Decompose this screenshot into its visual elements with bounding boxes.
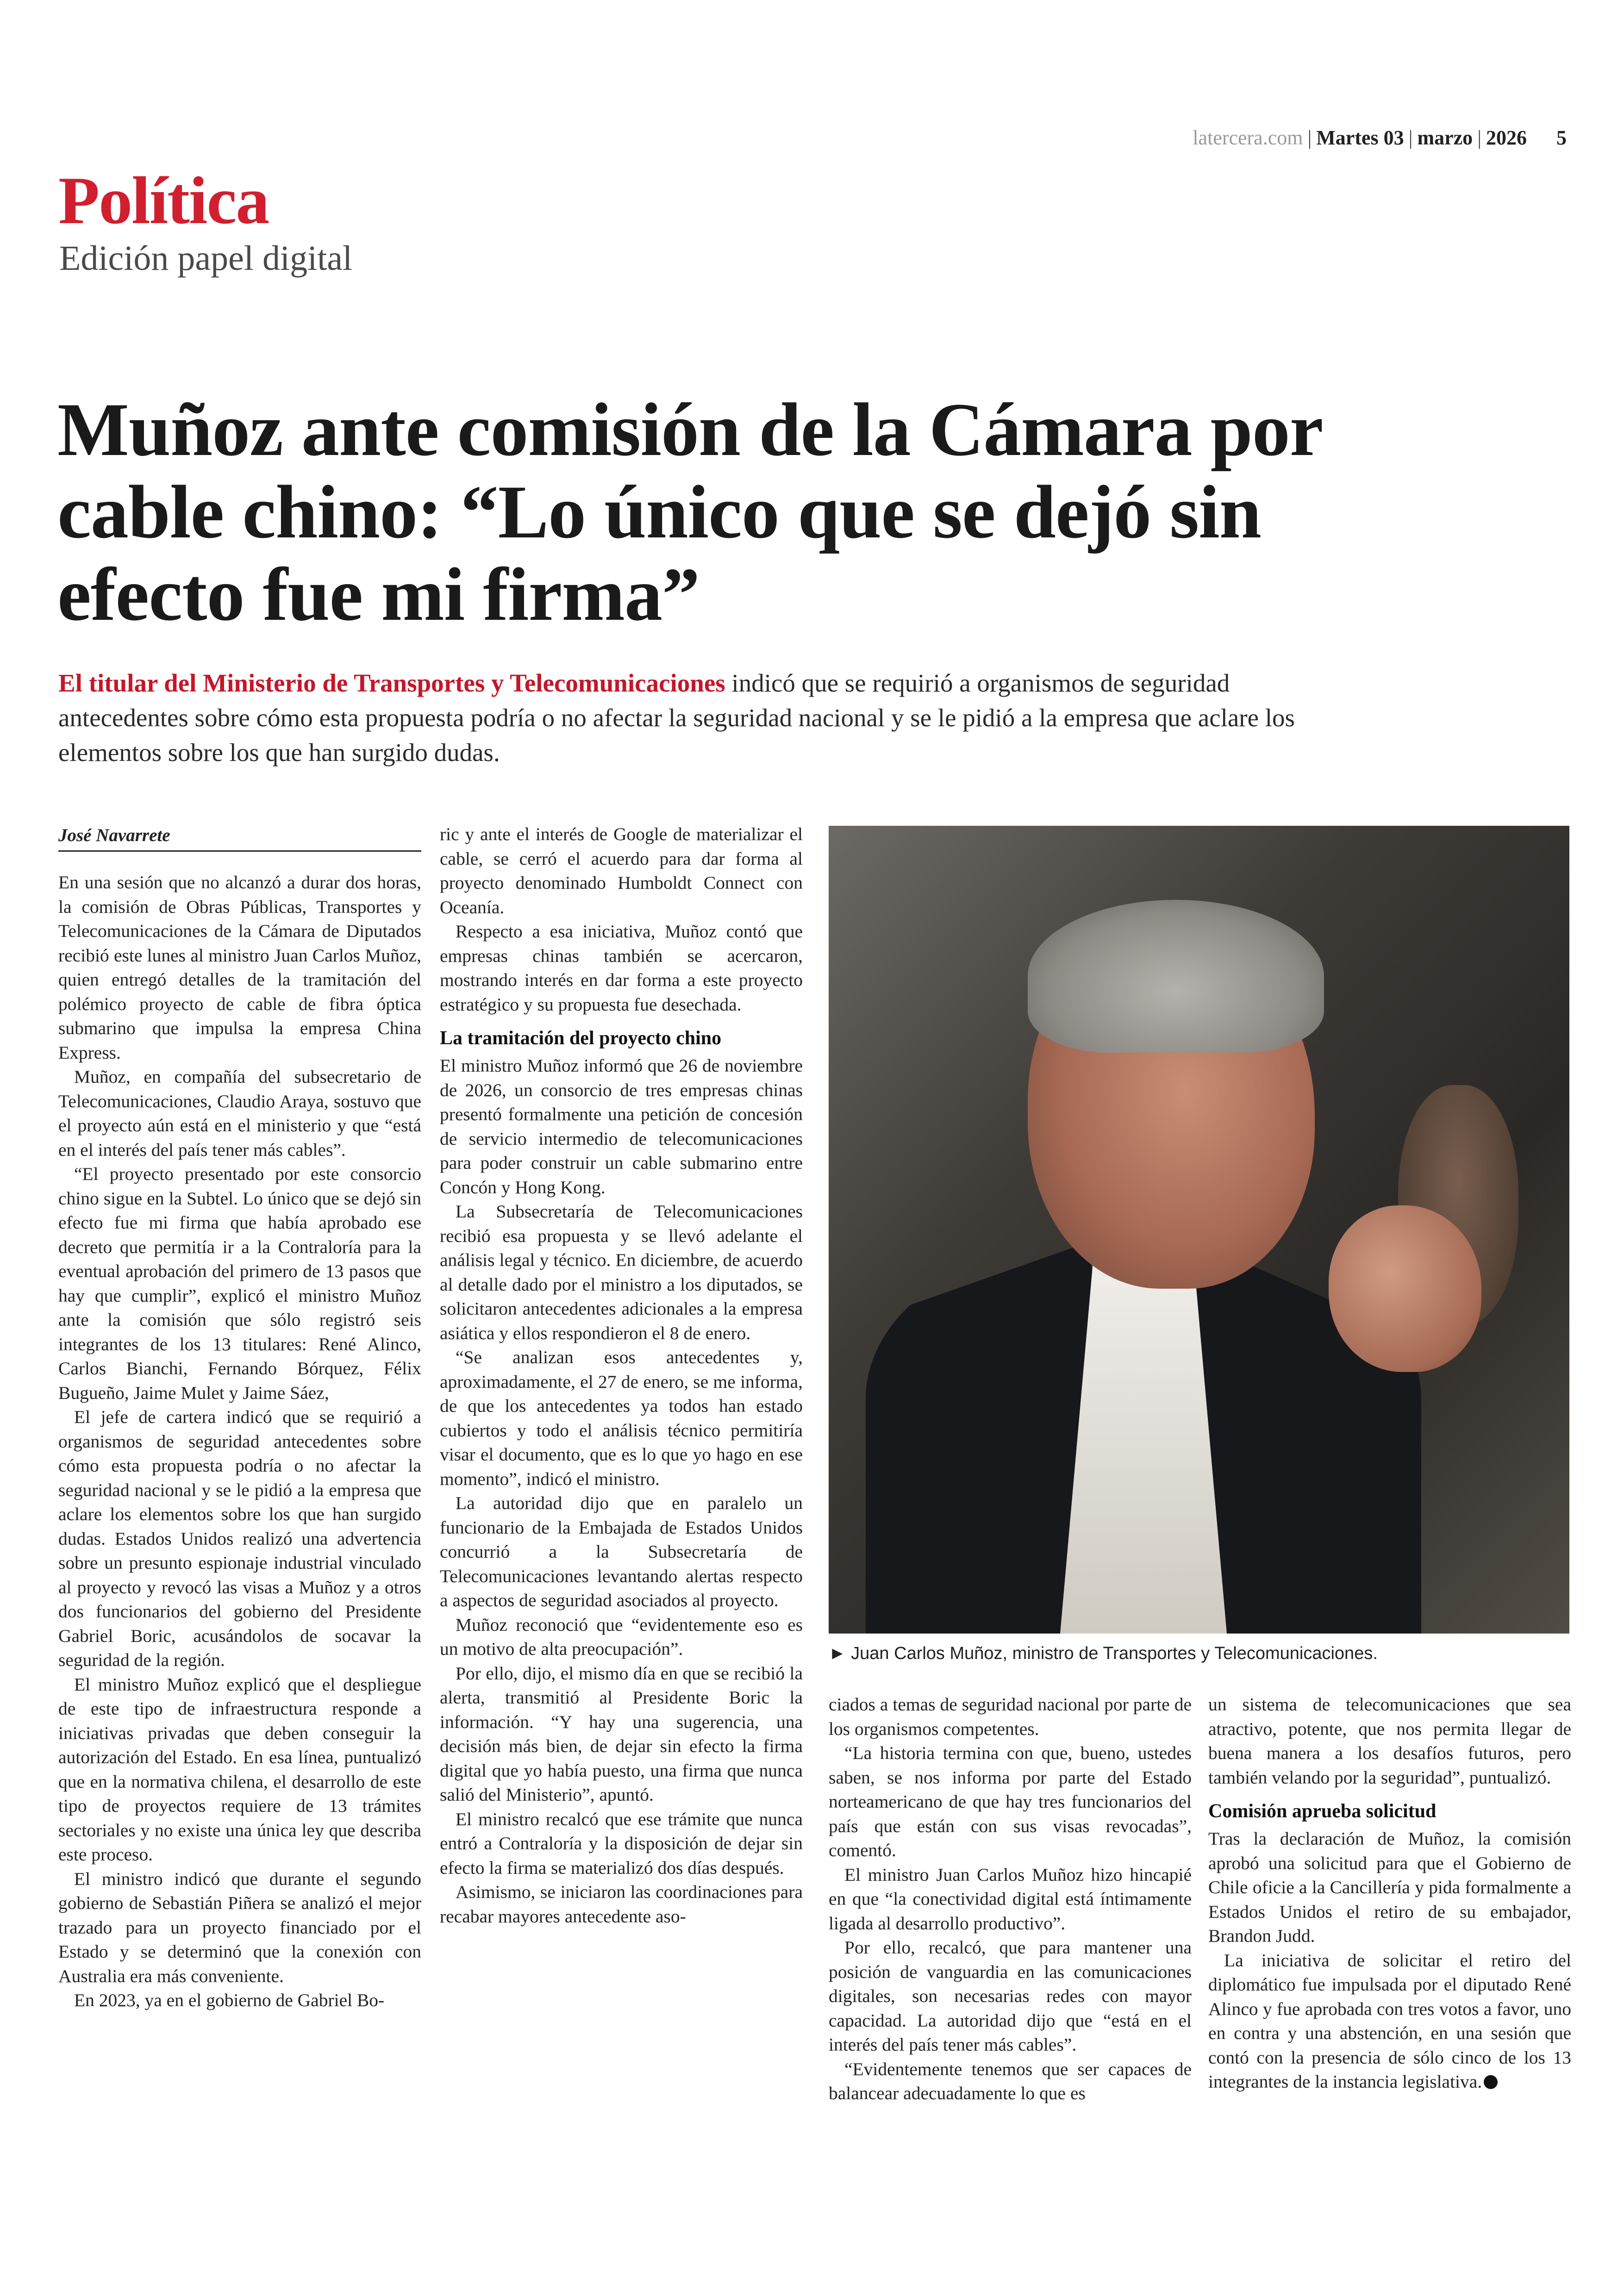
photo-caption: ► Juan Carlos Muñoz, ministro de Transportes y Telecomunicaciones.	[829, 1644, 1378, 1663]
paragraph: un sistema de telecomunicaciones que sea atractivo, potente, que nos permita llegar de buena manera a los desafíos futuros, pero también velando por la seguridad”, puntualizó.	[1208, 1694, 1571, 1788]
paragraph: El ministro recalcó que ese trámite que nunca entró a Contraloría y la disposición de dejar sin efecto la firma se materializó dos días después.	[440, 1809, 803, 1878]
header-month: marzo	[1417, 126, 1473, 149]
paragraph: ric y ante el interés de Google de materializar el cable, se cerró el acuerdo para dar forma al proyecto denominado Humboldt Connect con Oceanía.	[440, 824, 803, 917]
paragraph: La Subsecretaría de Telecomunicaciones recibió esa propuesta y se llevó adelante el análisis legal y técnico. En diciembre, de acuerdo al detalle dado por el ministro a los diputados, se solicitaron antecedentes adicionales a la empresa asiática y ellos respondieron el 8 de enero.	[440, 1201, 803, 1343]
paragraph: “El proyecto presentado por este consorcio chino sigue en la Subtel. Lo único que se dejó sin efecto fue mi firma que había aprobado ese decreto que permitía ir a la Contraloría para la eventual aprobación del primero de 13 pasos que hay que cumplir”, explicó el ministro Muñoz ante la comisión que sólo registró seis integrantes de los 13 titulares: René Alinco, Carlos Bianchi, Fernando Bórquez, Félix Bugueño, Jaime Mulet y Jaime Sáez,	[58, 1164, 421, 1403]
paragraph: “Evidentemente tenemos que ser capaces de balancear adecuadamente lo que es	[829, 2058, 1192, 2103]
paragraph: En una sesión que no alcanzó a durar dos horas, la comisión de Obras Públicas, Transportes y Telecomunicaciones de la Cámara de Diputados recibió este lunes al ministro Juan Carlos Muñoz, quien entregó detalles de la tramitación del polémico proyecto de cable de fibra óptica submarino que impulsa la empresa China Express.	[58, 872, 421, 1063]
subhead-tramitacion: La tramitación del proyecto chino	[440, 1028, 722, 1049]
header-day: Martes 03	[1316, 126, 1404, 149]
article-lead	[58, 666, 1336, 770]
paragraph: ciados a temas de seguridad nacional por parte de los organismos competentes.	[829, 1694, 1192, 1739]
subhead-comision: Comisión aprueba solicitud	[1208, 1801, 1437, 1822]
article-column-2	[440, 822, 803, 1928]
paragraph: El ministro Juan Carlos Muñoz hizo hincapié en que “la conectividad digital está íntimamente ligada al desarrollo productivo”.	[829, 1864, 1192, 1933]
article-column-3	[829, 1692, 1192, 2106]
paragraph: El ministro Muñoz explicó que el despliegue de este tipo de infraestructura responde a iniciativas privadas que deben conseguir la autorización del Estado. En esa línea, puntualizó que en la normativa chilena, el desarrollo de este tipo de proyectos requiere de 13 trámites sectoriales y no existe una única ley que describa este proceso.	[58, 1674, 421, 1865]
paragraph: Tras la declaración de Muñoz, la comisión aprobó una solicitud para que el Gobierno de Chile oficie a la Cancillería y pida formalmente a Estados Unidos el retiro de su embajador, Brandon Judd.	[1208, 1828, 1571, 1946]
paragraph: Respecto a esa iniciativa, Muñoz contó que empresas chinas también se acercaron, mostrando interés en dar forma a este proyecto estratégico y su propuesta fue desechada.	[440, 921, 803, 1015]
paragraph: El jefe de cartera indicó que se requirió a organismos de seguridad antecedentes sobre cómo esta propuesta podría o no afectar la seguridad nacional y se le pidió a la empresa que aclare los elementos sobre los que han surgido dudas. Estados Unidos realizó una advertencia sobre un presunto espionaje industrial vinculado al proyecto y revocó las visas a Muñoz y a otros dos funcionarios del gobierno del Presidente Gabriel Boric, acusándolos de socavar la seguridad de la región.	[58, 1407, 421, 1670]
article-column-4	[1208, 1692, 1571, 2094]
end-mark	[1484, 2075, 1498, 2089]
lead-highlight: El titular del Ministerio de Transportes y Telecomunicaciones	[58, 669, 725, 697]
page-number: 5	[1556, 126, 1567, 149]
article-headline: Muñoz ante comisión de la Cámara por cable chino: “Lo único que se dejó sin efecto fue mi firma”	[57, 388, 1322, 636]
site-name: latercera.com	[1193, 126, 1303, 149]
paragraph: “Se analizan esos antecedentes y, aproximadamente, el 27 de enero, se me informa, de que los antecedentes ya todos han estado cubiertos y todo el análisis técnico permitiría visar el documento, que es lo que yo hago en ese momento”, indicó el ministro.	[440, 1347, 803, 1489]
page-header: latercera.com | Martes 03 | marzo | 2026 5	[1193, 126, 1567, 149]
paragraph: Asimismo, se iniciaron las coordinaciones para recabar mayores antecedente aso-	[440, 1882, 803, 1927]
paragraph: La iniciativa de solicitar el retiro del diplomático fue impulsada por el diputado René Alinco y fue aprobada con tres votos a favor, uno en contra y una abstención, en una sesión que contó con la presencia de sólo cinco de los 13 integrantes de la instancia legislativa.	[1208, 1950, 1571, 2092]
paragraph: “La historia termina con que, bueno, ustedes saben, se nos informa por parte del Estado norteamericano de que hay tres funcionarios del país que están con sus visas revocadas”, comentó.	[829, 1743, 1192, 1860]
article-photo	[829, 826, 1569, 1634]
section-title: Política	[58, 163, 269, 238]
paragraph: Muñoz, en compañía del subsecretario de Telecomunicaciones, Claudio Araya, sostuvo que el proyecto aún está en el ministerio y que “está en el interés del país tener más cables”.	[58, 1066, 421, 1160]
byline: José Navarrete	[58, 825, 421, 852]
paragraph: El ministro Muñoz informó que 26 de noviembre de 2026, un consorcio de tres empresas chinas presentó formalmente una petición de concesión de servicio intermedio de telecomunicaciones para poder construir un cable submarino entre Concón y Hong Kong.	[440, 1055, 803, 1197]
paragraph: En 2023, ya en el gobierno de Gabriel Bo-	[74, 1990, 385, 2010]
article-column-1	[58, 870, 421, 2013]
paragraph: Por ello, recalcó, que para mantener una posición de vanguardia en las comunicaciones digitales, son necesarias redes con mayor capacidad. La autoridad dijo que “está en el interés del país tener más cables”.	[829, 1937, 1192, 2055]
paragraph: El ministro indicó que durante el segundo gobierno de Sebastián Piñera se analizó el mejor trazado para un proyecto financiado por el Estado y se determinó que la conexión con Australia era más conveniente.	[58, 1868, 421, 1986]
lead-text: indicó que se requirió a organismos de seguridad antecedentes sobre cómo esta propuesta podría o no afectar la seguridad nacional y se le pidió a la empresa que aclare los elementos sobre los que han surgido dudas.	[58, 669, 1295, 767]
header-year: 2026	[1486, 126, 1527, 149]
section-subtitle: Edición papel digital	[59, 239, 353, 278]
paragraph: Muñoz reconoció que “evidentemente eso es un motivo de alta preocupación”.	[440, 1614, 803, 1659]
paragraph: Por ello, dijo, el mismo día en que se recibió la alerta, transmitió al Presidente Boric la información. “Y hay una sugerencia, una decisión más bien, de dejar sin efecto la firma digital que yo había puesto, una firma que nunca salió del Ministerio”, apuntó.	[440, 1663, 803, 1805]
paragraph: La autoridad dijo que en paralelo un funcionario de la Embajada de Estados Unidos concurrió a la Subsecretaría de Telecomunicaciones levantando alertas respecto a aspectos de seguridad asociados al proyecto.	[440, 1493, 803, 1610]
